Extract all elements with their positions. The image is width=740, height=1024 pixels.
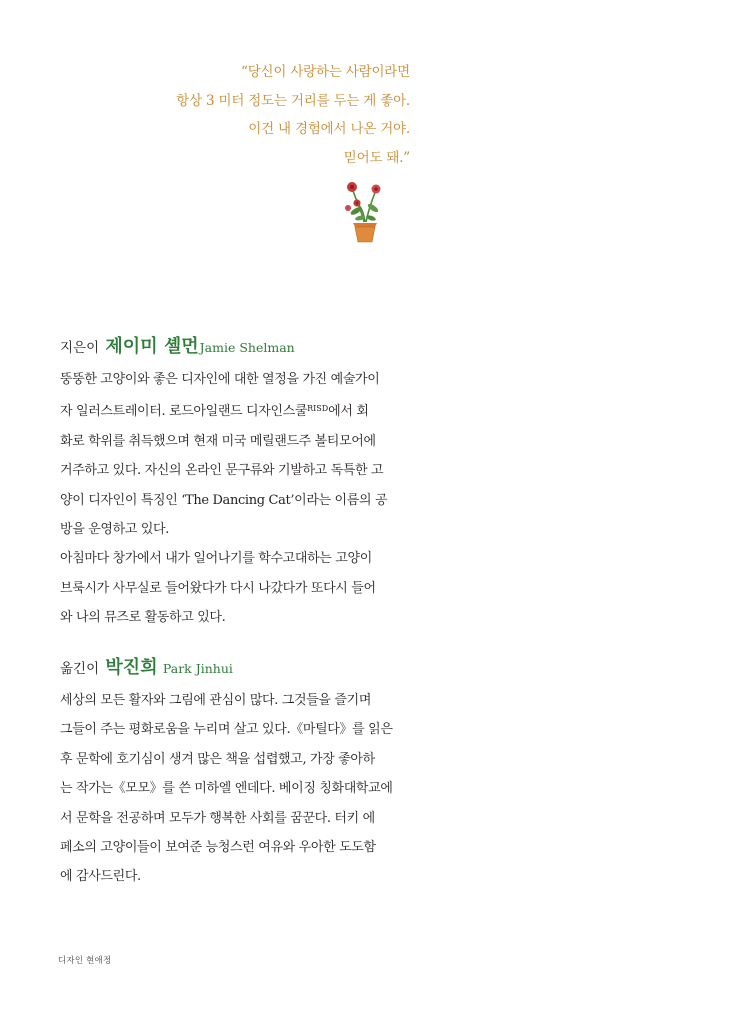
- bio-line: 그들이 주는 평화로움을 누리며 살고 있다.《마틸다》를 읽은: [60, 722, 393, 738]
- bio-line: 에 감사드린다.: [60, 869, 141, 885]
- bio-line: 방을 운영하고 있다.: [60, 522, 170, 538]
- bio-line: 화로 학위를 취득했으며 현재 미국 메릴랜드주 볼티모어에: [60, 433, 376, 449]
- bio-line: 브룩시가 사무실로 들어왔다가 다시 나갔다가 또다시 들어: [60, 580, 376, 596]
- bio-line: 서 문학을 전공하며 모두가 행복한 사회를 꿈꾼다. 터키 에: [60, 810, 375, 826]
- bio-line: 세상의 모든 활자와 그림에 관심이 많다. 그것들을 즐기며: [60, 693, 372, 708]
- translator-bio: [60, 686, 405, 892]
- quote-line: 항상 3 미터 정도는 거리를 두는 게 좋아.: [176, 92, 410, 109]
- author-role: 지은이: [60, 340, 100, 356]
- translator-name-en: Park Jinhui: [162, 661, 233, 676]
- author-heading: [60, 337, 405, 358]
- translator-name-ko: 박진희: [105, 657, 158, 678]
- translator-heading: [60, 658, 405, 679]
- bio-line: 와 나의 뮤즈로 활동하고 있다.: [60, 610, 226, 626]
- quote-line: “당신이 사랑하는 사람이라면: [241, 64, 410, 80]
- bio-line: 후 문학에 호기심이 생겨 많은 책을 섭렵했고, 가장 좋아하: [60, 751, 375, 767]
- author-credit: [60, 337, 405, 633]
- bio-line: 는 작가는《모모》를 쓴 미하엘 엔데다. 베이징 칭화대학교에: [60, 781, 393, 797]
- quote-line: 이건 내 경험에서 나온 거야.: [248, 121, 410, 137]
- epigraph-quote: [150, 58, 410, 172]
- bio-line: 양이 디자인이 특징인 ‘The Dancing Cat’이라는 이름의 공: [60, 492, 388, 508]
- bio-line: 뚱뚱한 고양이와 좋은 디자인에 대한 열정을 가진 예술가이: [60, 372, 380, 387]
- bio-line: 페소의 고양이들이 보여준 능청스런 여유와 우아한 도도함: [60, 840, 376, 856]
- flower-pot-icon: [340, 178, 390, 248]
- bio-line: 아침마다 창가에서 내가 일어나기를 학수고대하는 고양이: [60, 551, 372, 567]
- bio-line: 거주하고 있다. 자신의 온라인 문구류와 기발하고 독특한 고: [60, 463, 384, 479]
- translator-role: 옮긴이: [60, 661, 100, 677]
- bio-line: 자 일러스트레이터. 로드아일랜드 디자인스쿨$^{RISD}$에서 회: [60, 404, 369, 420]
- author-name-ko: 제이미 셸먼: [105, 336, 199, 357]
- school-abbreviation: RISD: [307, 404, 329, 414]
- author-bio: [60, 365, 405, 633]
- design-credit: 디자인 현애정: [58, 956, 112, 966]
- author-name-en: Jamie Shelman: [199, 340, 295, 355]
- translator-credit: [60, 658, 405, 892]
- quote-line: 믿어도 돼.”: [343, 149, 410, 166]
